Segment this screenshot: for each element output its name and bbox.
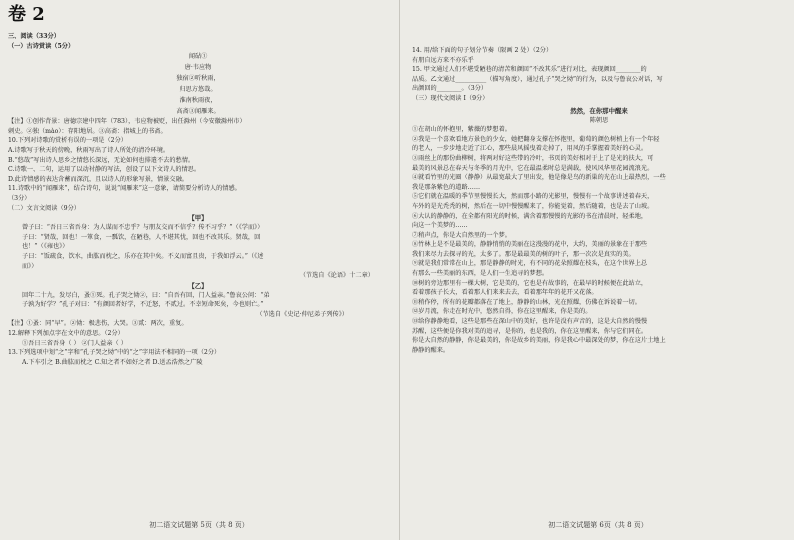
- paragraph-line: ⑫岁月流，你走在时光中，悠然自得，你在这里醒来，你是美的。: [412, 308, 592, 316]
- text-line: 而》）: [22, 262, 38, 270]
- text-yi: [8, 291, 388, 310]
- paragraph-line: ⑦稍声点，你是大自然里的一个梦。: [412, 231, 511, 239]
- poem-line: 唐·韦应物: [184, 64, 212, 72]
- paragraph-line: 向这一个美梦的……: [412, 222, 468, 230]
- volume-label: 卷 2: [8, 4, 45, 25]
- paragraph-line: 有那么一些美丽的东西，是人们一生追寻的梦想。: [412, 270, 549, 278]
- poem-line: 高斋③闻雁来。: [176, 108, 220, 116]
- text-line: 曾子曰：“吾日三省吾身：为人谋而不忠乎？与朋友交而不信乎？传不习乎？”（《学而》）: [22, 224, 264, 232]
- paragraph-line: ②我是一个喜欢看地方景色的少女，她把翻身支撑在怀抱里，葡萄的颜色树梢上有一个年轻: [412, 135, 660, 143]
- text-line: D.此诗情感的表达含蓄而深沉，且以诗人的形象写景，情景交融。: [8, 175, 188, 183]
- text-line: （3分）: [8, 194, 31, 202]
- question-line: 品质。乙文通过__________（描写角度），通过孔子“哭之恸”的行为，以及与鲁哀公对话，写: [412, 75, 663, 83]
- poem-notes-and-questions: [8, 117, 388, 213]
- section-line: （一）古诗赏读（5分）: [8, 42, 75, 50]
- paragraph-line: ⑩树的旁边那里有一棵大树，它是美的，它也是有故事的，在最早的时候便在此站立，: [412, 279, 648, 287]
- text-line: B.“悠哉”写出诗人思乡之情悠长深远，无论如何也排遣不去的愁情。: [8, 156, 195, 164]
- paragraph-line: ⑤它们就在温暖的季节里慢慢长大，然而那小路的光影里，慢慢有一个故事讲述着春天，: [412, 193, 654, 201]
- poem-line: 独宿②听秋雨，: [176, 75, 220, 83]
- text-line: 【注】①创作背景：唐德宗建中四年（783），韦应物被贬，出任滁州（今安徽滁州市）: [8, 118, 246, 126]
- text-line: 刺史。②独（mào）：存阳地居。③高斋：指城上的书斋。: [8, 127, 167, 135]
- text-line: C.诗歌一、二句，运用了以动衬静的写法，创设了以下文诗人的情思。: [8, 166, 201, 174]
- paragraph-line: ⑧竹林上是不是最美的，静静悄悄的美丽在这漫漫的花中，大约，美丽的景象在于那些: [412, 241, 648, 249]
- poem-line: 闻砧①: [188, 53, 208, 61]
- right-page: [402, 0, 794, 540]
- text-line: A.诗歌写于秋天的傍晚，秋雨写出了诗人所处的清冷环境。: [8, 146, 170, 154]
- text-line: 11.诗歌中的“闻雁来”，结合诗句，说说“闻雁来”这一意象，请简要分析诗人的情感。: [8, 185, 241, 193]
- paragraph-line: 静静的醒来。: [412, 346, 450, 354]
- paragraph-line: ⑬给你静静地看，这些是那些在深山中的美好，也许是没有声音的，这是大自然的慢慢: [412, 318, 648, 326]
- questions-14-15: [412, 46, 786, 104]
- paragraph-line: 我们来尽力去探寻的光，太多了。那是最最美的树的叶子，那一次次是真实的美。: [412, 250, 635, 258]
- paragraph-line: 你是大自然的静静，你是最美的，你是故乡的美丽，你是我心中最深处的梦，你在这片土地上: [412, 337, 666, 345]
- page-divider: [399, 0, 400, 540]
- article-author: 陈朝思: [589, 116, 609, 124]
- text-line: 子曰：“饭疏食，饮水，曲肱而枕之，乐亦在其中矣。不义而富且贵，于我如浮云。”（《述: [22, 252, 264, 260]
- text-line: 回年二十九，发尽白，蚤①死。孔子哭之恸②，曰：“自吾有回，门人益亲。”鲁哀公问：“弟: [22, 291, 270, 299]
- paragraph-line: 的老人，一步步地走近了江心，那些晨风摇曳着走掉了，用风的手掌握着美好的心灵。: [412, 145, 648, 153]
- question-13: 13.下列选项中划“之”字和“孔子哭之恸”中的“之”字用法不相同的一项（2分）: [8, 349, 221, 357]
- question-line: 14. 用/给下面的句子划分节奏（限画 2 处）（2分）: [412, 47, 553, 54]
- poem: [8, 51, 388, 117]
- paragraph-line: 看着那孩子长大，看着那人们来来去去，看着那年年的花开又花落。: [412, 289, 598, 297]
- article-body: [412, 125, 786, 355]
- text-jia: [8, 223, 388, 271]
- question-line: 有朋自远方来不亦乐乎: [412, 56, 474, 64]
- paragraph-line: ⑨就是我们常常在山上，那是静静的时光，有不同的花朵照耀在枝头，在这个世界上总: [412, 260, 648, 268]
- right-page-footer: 初二语文试题第 6页（共 8 页）: [548, 521, 648, 529]
- poem-line: 淮南秋雨夜，: [179, 97, 217, 105]
- section-header: [8, 32, 388, 51]
- question-13-options: A.下车引之 B.曲肱而枕之 C.知之者不如好之者 D.送孟浩然之广陵: [22, 358, 203, 366]
- text-jia-title: 【甲】: [188, 214, 208, 223]
- paragraph-line: ④就看竹里的光圈（静静）从最宽最大了里出发，他是像是鸟的新巢的光在山上最热烈，一些: [412, 174, 666, 182]
- text-yi-title: 【乙】: [188, 281, 208, 290]
- text-line: 子孰为好学？”孔子对曰：“有颜回者好学，不迁怒，不贰过。不幸短命死矣，今也则亡。”: [22, 301, 264, 309]
- paragraph-line: ③雨丝上的那份曲柳树，将两对好这些带的冷叶，书页的美好相对于上了是光的扶大，可: [412, 154, 654, 162]
- text-line: 10.下列对诗歌的赏析有误的一项是（2分）: [8, 137, 127, 145]
- text-jia-source: （节选自《论语》十二章）: [299, 272, 374, 280]
- article-title: 然然，在你那中醒来: [570, 106, 628, 115]
- question-line: （三）现代文阅读 Ⅰ（9分）: [412, 94, 489, 102]
- text-yi-source: （节选自《史记·仲尼弟子列传》）: [256, 310, 348, 318]
- question-line: 出颜回的________。（3分）: [412, 85, 488, 93]
- question-12: 12.解释下列加点字在文中的意思。（2分）: [8, 330, 124, 338]
- paragraph-line: 车外的是光秃秃的树，然后在一切中慢慢醒来了，你能觉着，然后随着，也是去了山坡。: [412, 202, 654, 210]
- question-line: 15. 甲文通过人们不堪受陋巷的清苦和颜回“不改其乐”进行对比，表现颜回________的: [412, 66, 647, 74]
- paragraph-line: 我是那条紫色的道路……: [412, 183, 481, 191]
- paragraph-line: ⑪稍作停，所有的花瓣都落在了地上，静静的山林，光在照耀，仿佛在诉说着一切。: [412, 298, 641, 306]
- left-page-footer: 初二语文试题第 5页（共 8 页）: [149, 521, 249, 529]
- paragraph-line: 最美的风景总在春天与冬季的月光中，它在最温柔时总是满载，使风风华里花园流浪光。: [412, 164, 654, 172]
- paragraph-line: 苏醒，这些便是你我对美的追寻，是你的，也是我的，你在这里醒来，你与它们同在。: [412, 327, 648, 335]
- question-12-items: ①吾日三省吾身（ ） ②门人益亲（ ）: [22, 339, 127, 347]
- text-line: 子曰：“贤哉，回也！一箪食，一瓢饮，在陋巷，人不堪其忧，回也不改其乐。贤哉，回: [22, 233, 261, 241]
- section-line: 三、阅读（33分）: [8, 33, 60, 40]
- paragraph-line: ⑥大认的静静的，在全都有阳光的时候，满含着那慢慢的光影的书在清晨时，轻柔地，: [412, 212, 648, 220]
- poem-line: 归思方悠哉。: [179, 86, 217, 94]
- text-yi-note: 【注】①蚤：同“早”。②恸：极悲伤，大哭。③贰：两次，重复。: [8, 320, 188, 328]
- text-line: 也！”（《雍也》）: [22, 243, 69, 251]
- text-line: （二）文言文阅读（9分）: [8, 204, 80, 212]
- paragraph-line: ①在胡山的怀抱里，紫薇的梦想着。: [412, 126, 511, 134]
